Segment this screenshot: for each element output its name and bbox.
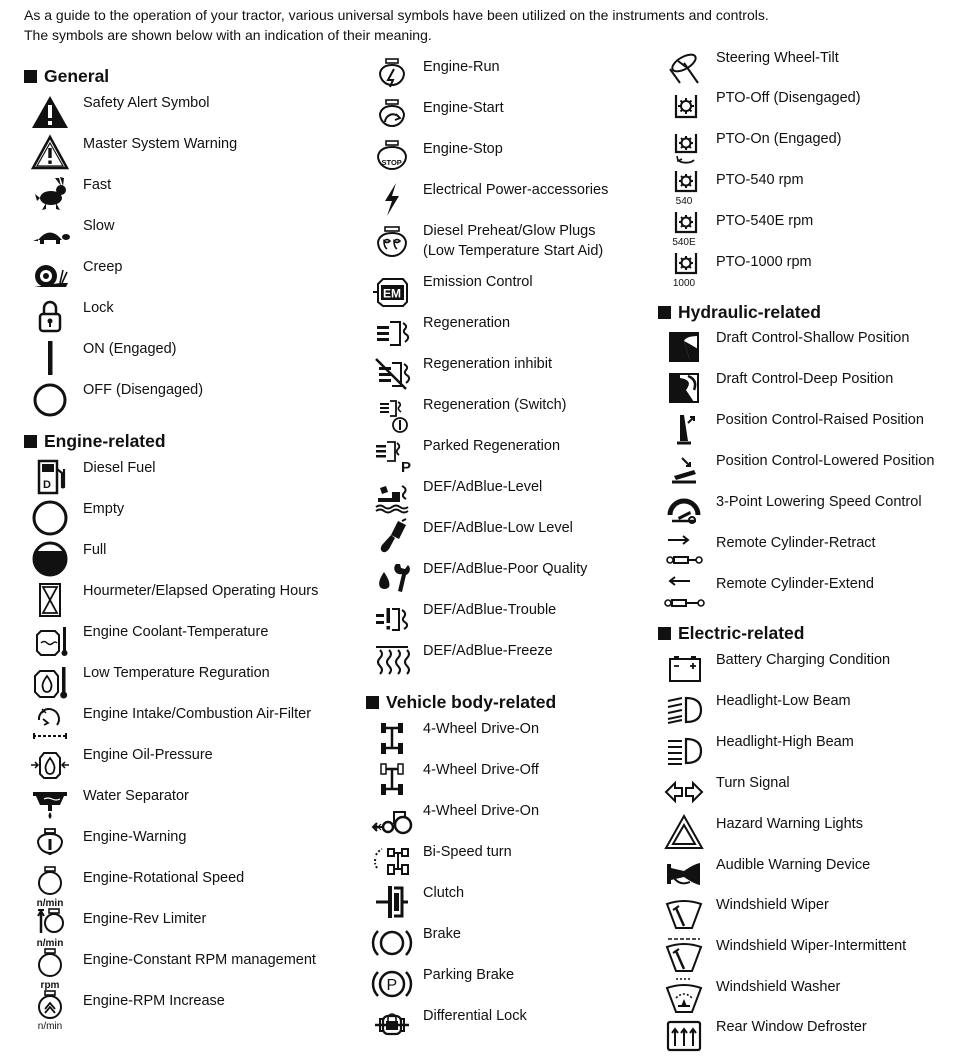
turtle-icon xyxy=(24,215,76,255)
symbol-item: D Diesel Fuel xyxy=(24,457,354,497)
tractor-four-wheel-icon xyxy=(366,800,418,840)
pto-on-icon xyxy=(658,128,710,168)
bi-speed-turn-icon xyxy=(366,841,418,881)
horn-icon xyxy=(658,854,710,894)
differential-lock-icon xyxy=(366,1005,418,1045)
clutch-icon xyxy=(366,882,418,922)
symbol-item: P Parking Brake xyxy=(366,964,656,1004)
symbol-item: Diesel Preheat/Glow Plugs (Low Temperature Start Aid) xyxy=(366,220,656,270)
headlight-high-icon xyxy=(658,731,710,771)
symbol-item: 3-Point Lowering Speed Control xyxy=(658,491,958,531)
section-heading-electric: Electric-related xyxy=(658,623,804,644)
safety-alert-icon xyxy=(24,92,76,132)
section-heading-hydraulic: Hydraulic-related xyxy=(658,302,821,323)
headlight-low-icon xyxy=(658,690,710,730)
symbol-item: Lock xyxy=(24,297,354,337)
symbol-item: DEF/AdBlue-Trouble xyxy=(366,599,656,639)
symbol-item: Rear Window Defroster xyxy=(658,1016,958,1056)
symbol-item: Headlight-Low Beam xyxy=(658,690,958,730)
emission-control-icon xyxy=(366,271,418,311)
symbol-item: PTO-On (Engaged) xyxy=(658,128,958,168)
brake-icon xyxy=(366,923,418,963)
symbol-item: Headlight-High Beam xyxy=(658,731,958,771)
washer-icon xyxy=(658,976,710,1016)
symbol-item: 540 PTO-540 rpm xyxy=(658,169,958,209)
engine-run-icon xyxy=(366,56,418,96)
symbol-item: Safety Alert Symbol xyxy=(24,92,354,132)
low-temperature-icon xyxy=(24,662,76,702)
symbol-item: ON (Engaged) xyxy=(24,338,354,378)
def-low-level-icon xyxy=(366,517,418,557)
symbol-item: Empty xyxy=(24,498,354,538)
symbol-item: OFF (Disengaged) xyxy=(24,379,354,419)
engine-stop-icon xyxy=(366,138,418,178)
symbol-item: DEF/AdBlue-Poor Quality xyxy=(366,558,656,598)
symbol-item: 540E PTO-540E rpm xyxy=(658,210,958,250)
heading-bullet-icon xyxy=(658,306,671,319)
def-freeze-icon xyxy=(366,640,418,680)
symbol-item: Windshield Wiper-Intermittent xyxy=(658,935,958,975)
defroster-icon xyxy=(658,1016,710,1056)
def-trouble-icon xyxy=(366,599,418,639)
symbol-item: Regeneration inhibit xyxy=(366,353,656,393)
symbol-item: Water Separator xyxy=(24,785,354,825)
on-bar-icon xyxy=(24,338,76,378)
svg-text:P: P xyxy=(401,459,412,476)
symbol-item: Draft Control-Deep Position xyxy=(658,368,958,408)
steering-tilt-icon xyxy=(658,47,710,87)
symbol-item: Draft Control-Shallow Position xyxy=(658,327,958,367)
symbol-item: Hourmeter/Elapsed Operating Hours xyxy=(24,580,354,620)
water-separator-icon xyxy=(24,785,76,825)
symbol-item: Fast xyxy=(24,174,354,214)
intro-text xyxy=(24,5,944,45)
symbol-item: Differential Lock xyxy=(366,1005,656,1045)
symbol-item: Brake xyxy=(366,923,656,963)
lowering-speed-icon xyxy=(658,491,710,531)
symbol-item: 1000 PTO-1000 rpm xyxy=(658,251,958,291)
engine-warning-icon xyxy=(24,826,76,866)
symbol-item: Electrical Power-accessories xyxy=(366,179,656,219)
symbol-item: Hazard Warning Lights xyxy=(658,813,958,853)
symbol-item: 4-Wheel Drive-On xyxy=(366,800,656,840)
hazard-icon xyxy=(658,813,710,853)
symbol-item: Position Control-Lowered Position xyxy=(658,450,958,490)
warning-triangle-icon xyxy=(24,133,76,173)
symbol-item: 4-Wheel Drive-On xyxy=(366,718,656,758)
cylinder-retract-icon xyxy=(658,532,710,572)
symbol-item: Creep xyxy=(24,256,354,296)
four-wheel-drive-off-icon xyxy=(366,759,418,799)
symbol-item: n/min Engine-Rotational Speed xyxy=(24,867,354,907)
off-circle-icon xyxy=(24,379,76,419)
rabbit-icon xyxy=(24,174,76,214)
heading-bullet-icon xyxy=(24,70,37,83)
wiper-intermittent-icon xyxy=(658,935,710,975)
symbol-item: Remote Cylinder-Extend xyxy=(658,573,958,613)
four-wheel-drive-on-icon xyxy=(366,718,418,758)
symbol-item: n/min Engine-RPM Increase xyxy=(24,990,354,1030)
symbol-item: Engine-Run xyxy=(366,56,656,96)
section-heading-general: General xyxy=(24,66,109,87)
symbol-item: Engine Intake/Combustion Air-Filter xyxy=(24,703,354,743)
pto-off-icon xyxy=(658,87,710,127)
symbol-item: Position Control-Raised Position xyxy=(658,409,958,449)
regeneration-switch-icon xyxy=(366,394,418,434)
symbol-item: Windshield Wiper xyxy=(658,894,958,934)
air-filter-icon xyxy=(24,703,76,743)
svg-text:P: P xyxy=(386,977,398,994)
hourglass-icon xyxy=(24,580,76,620)
section-heading-vehicle: Vehicle body-related xyxy=(366,692,556,713)
wiper-icon xyxy=(658,894,710,934)
full-circle-icon xyxy=(24,539,76,579)
symbol-item: Remote Cylinder-Retract xyxy=(658,532,958,572)
def-poor-quality-icon xyxy=(366,558,418,598)
fuel-pump-icon xyxy=(24,457,76,497)
coolant-temperature-icon xyxy=(24,621,76,661)
symbol-item: Audible Warning Device xyxy=(658,854,958,894)
heading-bullet-icon xyxy=(658,627,671,640)
heading-bullet-icon xyxy=(24,435,37,448)
cylinder-extend-icon xyxy=(658,573,710,613)
snail-icon xyxy=(24,256,76,296)
symbol-item: STOP Engine-Stop xyxy=(366,138,656,178)
svg-text:EM: EM xyxy=(383,286,401,301)
padlock-icon xyxy=(24,297,76,337)
symbol-item: n/min Engine-Rev Limiter xyxy=(24,908,354,948)
symbol-item: Windshield Washer xyxy=(658,976,958,1016)
symbol-item: Battery Charging Condition xyxy=(658,649,958,689)
symbol-item: DEF/AdBlue-Low Level xyxy=(366,517,656,557)
svg-text:STOP: STOP xyxy=(381,158,402,167)
symbol-item: Engine-Warning xyxy=(24,826,354,866)
regeneration-icon xyxy=(366,312,418,352)
symbol-item: P Parked Regeneration xyxy=(366,435,656,475)
symbol-item: EM Emission Control xyxy=(366,271,656,311)
position-raised-icon xyxy=(658,409,710,449)
intro-line-1: As a guide to the operation of your tractor, various universal symbols have been utilized on the instruments and controls. xyxy=(24,7,769,23)
symbol-item: Master System Warning xyxy=(24,133,354,173)
symbol-item: Engine-Start xyxy=(366,97,656,137)
empty-circle-icon xyxy=(24,498,76,538)
symbol-item: Regeneration (Switch) xyxy=(366,394,656,434)
intro-line-2: The symbols are shown below with an indication of their meaning. xyxy=(24,27,432,43)
symbol-item: Clutch xyxy=(366,882,656,922)
draft-shallow-icon xyxy=(658,327,710,367)
symbol-item: Full xyxy=(24,539,354,579)
symbol-item: Slow xyxy=(24,215,354,255)
symbol-item: DEF/AdBlue-Freeze xyxy=(366,640,656,680)
symbol-item: 4-Wheel Drive-Off xyxy=(366,759,656,799)
symbol-item: Low Temperature Reguration xyxy=(24,662,354,702)
def-level-icon xyxy=(366,476,418,516)
symbol-item: Turn Signal xyxy=(658,772,958,812)
oil-pressure-icon xyxy=(24,744,76,784)
symbol-item: Engine Oil-Pressure xyxy=(24,744,354,784)
symbol-item: Regeneration xyxy=(366,312,656,352)
draft-deep-icon xyxy=(658,368,710,408)
symbol-item: Engine Coolant-Temperature xyxy=(24,621,354,661)
parked-regeneration-icon xyxy=(366,435,418,475)
regeneration-inhibit-icon xyxy=(366,353,418,393)
symbol-item: Steering Wheel-Tilt xyxy=(658,47,958,87)
glow-plug-icon xyxy=(366,220,418,270)
lightning-icon xyxy=(366,179,418,219)
position-lowered-icon xyxy=(658,450,710,490)
symbol-item: Bi-Speed turn xyxy=(366,841,656,881)
parking-brake-icon xyxy=(366,964,418,1004)
symbol-item: PTO-Off (Disengaged) xyxy=(658,87,958,127)
heading-bullet-icon xyxy=(366,696,379,709)
svg-text:D: D xyxy=(43,479,51,491)
battery-icon xyxy=(658,649,710,689)
section-heading-engine: Engine-related xyxy=(24,431,166,452)
turn-signal-icon xyxy=(658,772,710,812)
symbol-item: DEF/AdBlue-Level xyxy=(366,476,656,516)
engine-start-icon xyxy=(366,97,418,137)
symbol-item: rpm Engine-Constant RPM management xyxy=(24,949,354,989)
